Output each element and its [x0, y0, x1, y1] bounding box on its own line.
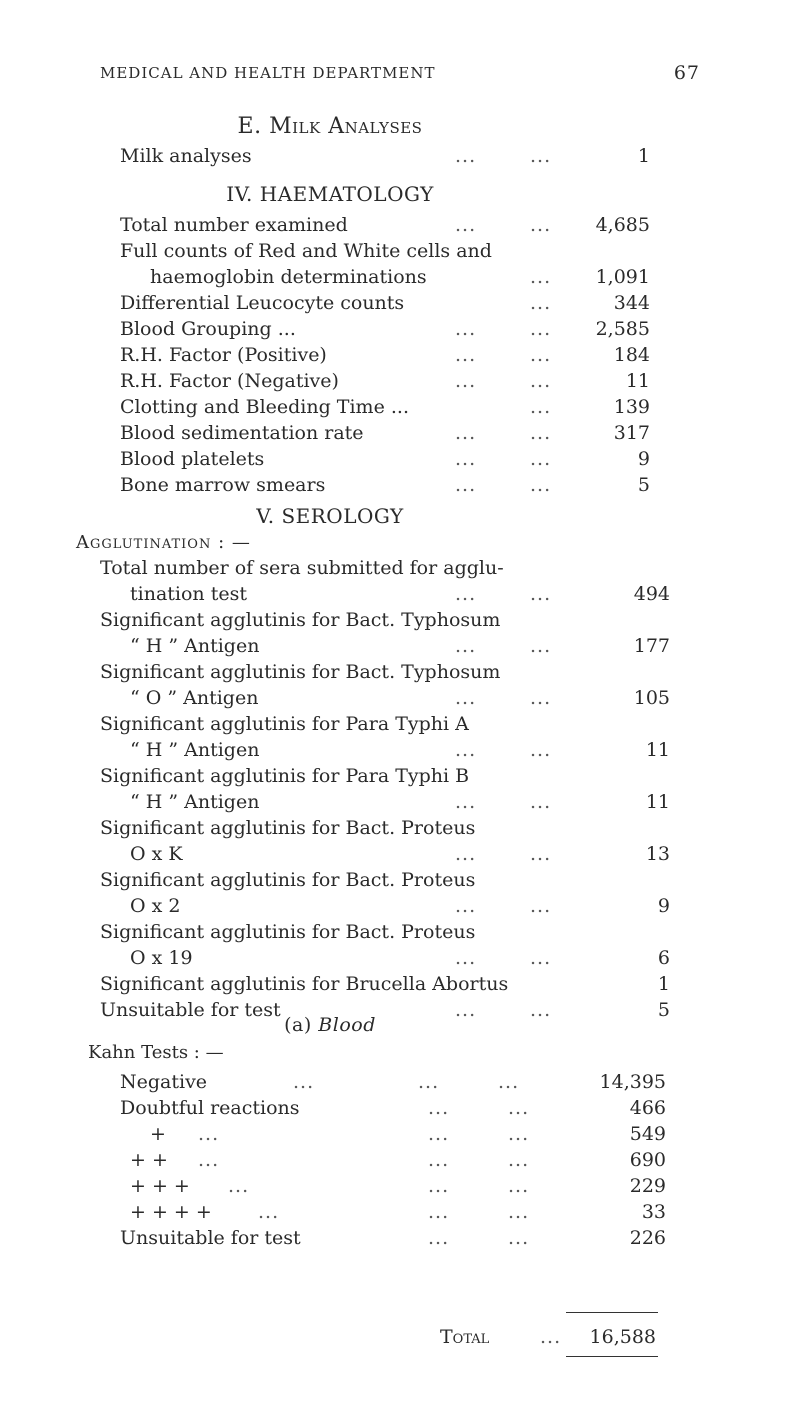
- leader-dots: ...: [428, 1097, 450, 1119]
- row-value: 13: [645, 843, 670, 865]
- leader-dots: ...: [198, 1149, 220, 1171]
- row-label: “ H ” Antigen: [130, 739, 260, 761]
- row-label: Differential Leucocyte counts: [120, 292, 405, 314]
- row-value: 11: [645, 791, 670, 813]
- row-label: Blood Grouping ...: [120, 318, 296, 340]
- leader-dots: ...: [228, 1175, 250, 1197]
- row-label: Significant agglutinis for Para Typhi B: [100, 765, 470, 787]
- row-label: Doubtful reactions: [120, 1097, 300, 1119]
- leader-dots: ...: [455, 583, 477, 605]
- leader-dots: ...: [455, 422, 477, 444]
- row-label: Significant agglutinis for Bact. Proteus: [100, 869, 476, 891]
- row-value: 1: [657, 973, 670, 995]
- row-value: 5: [637, 474, 650, 496]
- blood-heading-title: Blood: [318, 1014, 376, 1036]
- row-value: 14,395: [599, 1071, 666, 1093]
- row-value: 317: [613, 422, 650, 444]
- table-row: [100, 945, 670, 971]
- row-label: Milk analyses: [120, 145, 252, 167]
- leader-dots: ...: [530, 474, 552, 496]
- total-label: Total: [440, 1326, 490, 1348]
- leader-dots: ...: [530, 739, 552, 761]
- row-value: 344: [613, 292, 650, 314]
- table-row: [120, 342, 660, 368]
- table-row: [88, 1095, 666, 1121]
- row-value: 494: [633, 583, 670, 605]
- milk-section: [120, 114, 660, 169]
- table-row: [100, 607, 660, 633]
- table-row: [100, 867, 660, 893]
- leader-dots: ...: [508, 1227, 530, 1249]
- leader-dots: ...: [540, 1326, 562, 1348]
- row-label: O x K: [130, 843, 183, 865]
- table-row: [120, 264, 660, 290]
- row-value: 11: [625, 370, 650, 392]
- blood-heading: [0, 1014, 660, 1036]
- row-label: + + +: [130, 1175, 190, 1197]
- total-value: 16,588: [589, 1326, 656, 1348]
- table-row: [120, 212, 660, 238]
- row-label: + + + +: [130, 1201, 212, 1223]
- leader-dots: ...: [530, 791, 552, 813]
- table-row: [88, 1173, 666, 1199]
- row-label: tination test: [130, 583, 247, 605]
- leader-dots: ...: [428, 1175, 450, 1197]
- leader-dots: ...: [530, 214, 552, 236]
- leader-dots: ...: [530, 318, 552, 340]
- total-row: [440, 1324, 660, 1350]
- row-value: 229: [629, 1175, 666, 1197]
- table-row: [120, 368, 660, 394]
- row-value: 9: [657, 895, 670, 917]
- leader-dots: ...: [530, 396, 552, 418]
- leader-dots: ...: [530, 947, 552, 969]
- row-label: R.H. Factor (Negative): [120, 370, 339, 392]
- row-value: 9: [637, 448, 650, 470]
- leader-dots: ...: [508, 1149, 530, 1171]
- leader-dots: ...: [455, 145, 477, 167]
- row-label: Unsuitable for test: [100, 999, 281, 1021]
- leader-dots: ...: [508, 1123, 530, 1145]
- row-value: 33: [641, 1201, 666, 1223]
- leader-dots: ...: [530, 370, 552, 392]
- row-label: Full counts of Red and White cells and: [120, 240, 492, 262]
- serology-section: [76, 504, 670, 1023]
- table-row: [100, 581, 670, 607]
- leader-dots: ...: [530, 895, 552, 917]
- row-label: “ O ” Antigen: [130, 687, 259, 709]
- leader-dots: ...: [508, 1175, 530, 1197]
- row-value: 1: [637, 145, 650, 167]
- leader-dots: ...: [530, 292, 552, 314]
- table-row: [120, 316, 660, 342]
- row-value: 466: [629, 1097, 666, 1119]
- leader-dots: ...: [455, 687, 477, 709]
- row-label: O x 2: [130, 895, 181, 917]
- row-label: Significant agglutinis for Brucella Abortus: [100, 973, 509, 995]
- leader-dots: ...: [455, 448, 477, 470]
- table-row: [100, 971, 670, 997]
- leader-dots: ...: [455, 370, 477, 392]
- leader-dots: ...: [498, 1071, 520, 1093]
- row-value: 105: [633, 687, 670, 709]
- haematology-heading: IV. HAEMATOLOGY: [226, 182, 434, 206]
- row-value: 690: [629, 1149, 666, 1171]
- row-value: 139: [613, 396, 650, 418]
- row-label: Significant agglutinis for Bact. Typhosum: [100, 609, 501, 631]
- row-value: 184: [613, 344, 650, 366]
- row-value: 11: [645, 739, 670, 761]
- table-row: [88, 1121, 666, 1147]
- leader-dots: ...: [530, 448, 552, 470]
- row-label: Unsuitable for test: [120, 1227, 301, 1249]
- table-row: [100, 555, 660, 581]
- leader-dots: ...: [428, 1227, 450, 1249]
- row-label: O x 19: [130, 947, 193, 969]
- table-row: [88, 1199, 666, 1225]
- row-value: 177: [633, 635, 670, 657]
- row-label: +: [150, 1123, 166, 1145]
- row-label: R.H. Factor (Positive): [120, 344, 327, 366]
- row-label: Significant agglutinis for Bact. Proteus: [100, 817, 476, 839]
- milk-heading: E. Milk Analyses: [237, 114, 423, 139]
- leader-dots: ...: [530, 145, 552, 167]
- leader-dots: ...: [428, 1123, 450, 1145]
- leader-dots: ...: [428, 1201, 450, 1223]
- leader-dots: ...: [530, 266, 552, 288]
- table-row: [88, 1069, 666, 1095]
- leader-dots: ...: [508, 1201, 530, 1223]
- row-label: Blood sedimentation rate: [120, 422, 364, 444]
- leader-dots: ...: [455, 791, 477, 813]
- milk-row: [120, 143, 660, 169]
- row-value: 5: [657, 999, 670, 1021]
- row-label: Total number of sera submitted for agglu-: [100, 557, 504, 579]
- row-label: Significant agglutinis for Bact. Proteus: [100, 921, 476, 943]
- leader-dots: ...: [428, 1149, 450, 1171]
- row-label: Significant agglutinis for Bact. Typhosum: [100, 661, 501, 683]
- leader-dots: ...: [455, 895, 477, 917]
- kahn-subheading: Kahn Tests : —: [88, 1042, 224, 1063]
- table-row: [120, 472, 660, 498]
- row-label: Total number examined: [120, 214, 348, 236]
- leader-dots: ...: [455, 214, 477, 236]
- haematology-section: [120, 182, 660, 498]
- table-row: [100, 815, 660, 841]
- leader-dots: ...: [530, 843, 552, 865]
- agglutination-subheading: Agglutination : —: [76, 532, 251, 553]
- page-number: 67: [673, 62, 700, 84]
- table-row: [100, 893, 670, 919]
- leader-dots: ...: [455, 635, 477, 657]
- row-label: Negative: [120, 1071, 208, 1093]
- leader-dots: ...: [293, 1071, 315, 1093]
- leader-dots: ...: [530, 687, 552, 709]
- row-label: “ H ” Antigen: [130, 791, 260, 813]
- leader-dots: ...: [455, 474, 477, 496]
- row-value: 4,685: [595, 214, 650, 236]
- table-row: [100, 763, 660, 789]
- row-value: 226: [629, 1227, 666, 1249]
- row-label: Bone marrow smears: [120, 474, 326, 496]
- leader-dots: ...: [455, 318, 477, 340]
- leader-dots: ...: [198, 1123, 220, 1145]
- blood-section: [88, 1014, 666, 1251]
- total-rule-top: [566, 1312, 658, 1313]
- leader-dots: ...: [530, 583, 552, 605]
- row-label: “ H ” Antigen: [130, 635, 260, 657]
- table-row: [100, 633, 670, 659]
- table-row: [100, 659, 660, 685]
- leader-dots: ...: [418, 1071, 440, 1093]
- leader-dots: ...: [530, 999, 552, 1021]
- leader-dots: ...: [455, 999, 477, 1021]
- row-label: haemoglobin determinations: [150, 266, 427, 288]
- table-row: [100, 711, 660, 737]
- row-label: Clotting and Bleeding Time ...: [120, 396, 409, 418]
- table-row: [100, 919, 660, 945]
- serology-heading: V. SEROLOGY: [256, 504, 404, 528]
- table-row: [120, 238, 660, 264]
- table-row: [100, 737, 670, 763]
- row-label: Blood platelets: [120, 448, 265, 470]
- row-value: 549: [629, 1123, 666, 1145]
- row-value: 6: [657, 947, 670, 969]
- table-row: [120, 446, 660, 472]
- table-row: [120, 394, 660, 420]
- blood-heading-prefix: (a): [284, 1014, 312, 1036]
- row-value: 1,091: [595, 266, 650, 288]
- leader-dots: ...: [258, 1201, 280, 1223]
- leader-dots: ...: [530, 422, 552, 444]
- leader-dots: ...: [455, 739, 477, 761]
- table-row: [120, 290, 660, 316]
- leader-dots: ...: [455, 947, 477, 969]
- table-row: [88, 1147, 666, 1173]
- leader-dots: ...: [455, 344, 477, 366]
- leader-dots: ...: [508, 1097, 530, 1119]
- row-value: 2,585: [595, 318, 650, 340]
- total-rule-bottom: [566, 1356, 658, 1357]
- table-row: [100, 789, 670, 815]
- table-row: [88, 1225, 666, 1251]
- running-head-title: MEDICAL AND HEALTH DEPARTMENT: [100, 64, 436, 82]
- row-label: Significant agglutinis for Para Typhi A: [100, 713, 469, 735]
- leader-dots: ...: [530, 635, 552, 657]
- table-row: [100, 841, 670, 867]
- table-row: [100, 685, 670, 711]
- leader-dots: ...: [455, 843, 477, 865]
- row-label: + +: [130, 1149, 168, 1171]
- table-row: [120, 420, 660, 446]
- leader-dots: ...: [530, 344, 552, 366]
